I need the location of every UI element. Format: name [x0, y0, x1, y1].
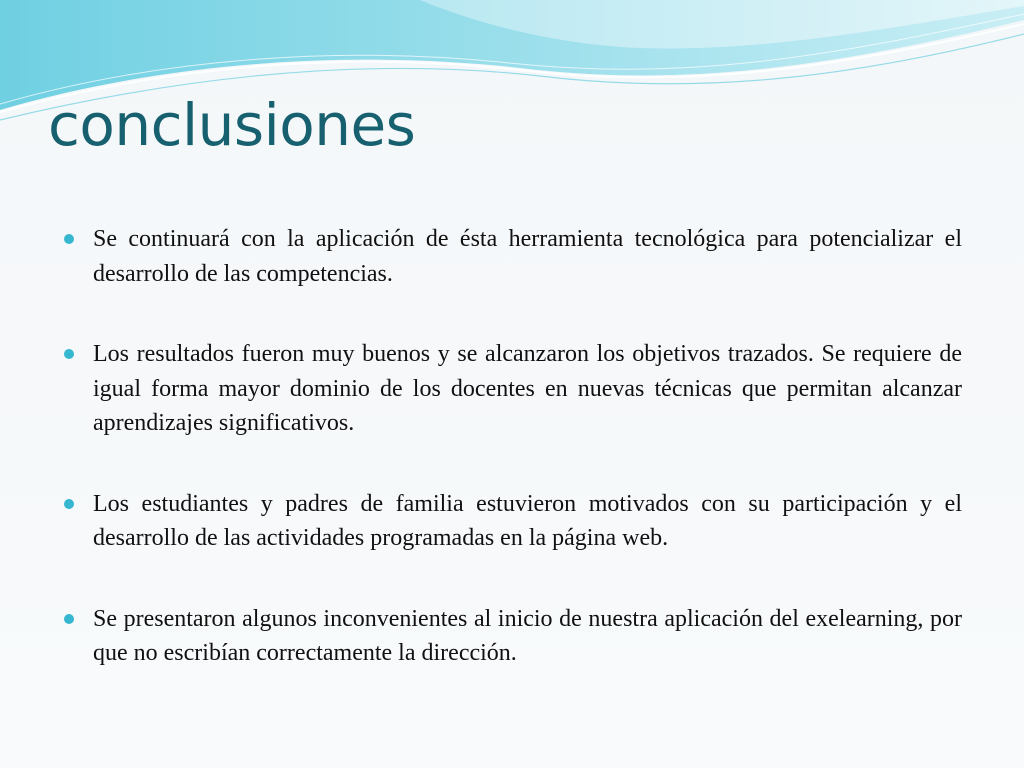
bullet-text: Los estudiantes y padres de familia estuvieron motivados con su participación y el desarrollo de las actividades programadas en la página web. — [93, 490, 962, 551]
slide-title: conclusiones — [48, 91, 416, 159]
bullet-item — [64, 487, 962, 556]
bullet-text: Se continuará con la aplicación de ésta herramienta tecnológica para potencializar el desarrollo de las competencias. — [93, 226, 962, 287]
bullet-dot-icon — [64, 499, 74, 509]
bullet-dot-icon — [64, 234, 74, 244]
bullet-item — [64, 222, 962, 291]
bullet-dot-icon — [64, 614, 74, 624]
bullet-dot-icon — [64, 349, 74, 359]
bullet-item — [64, 337, 962, 441]
bullet-item — [64, 602, 962, 671]
bullet-text: Se presentaron algunos inconvenientes al inicio de nuestra aplicación del exelearning, por que no escribían correctamente la dirección. — [93, 605, 962, 666]
bullet-list — [64, 222, 962, 717]
bullet-text: Los resultados fueron muy buenos y se alcanzaron los objetivos trazados. Se requiere de igual forma mayor dominio de los docentes en nuevas técnicas que permitan alcanzar aprendizajes significativos. — [93, 341, 962, 436]
